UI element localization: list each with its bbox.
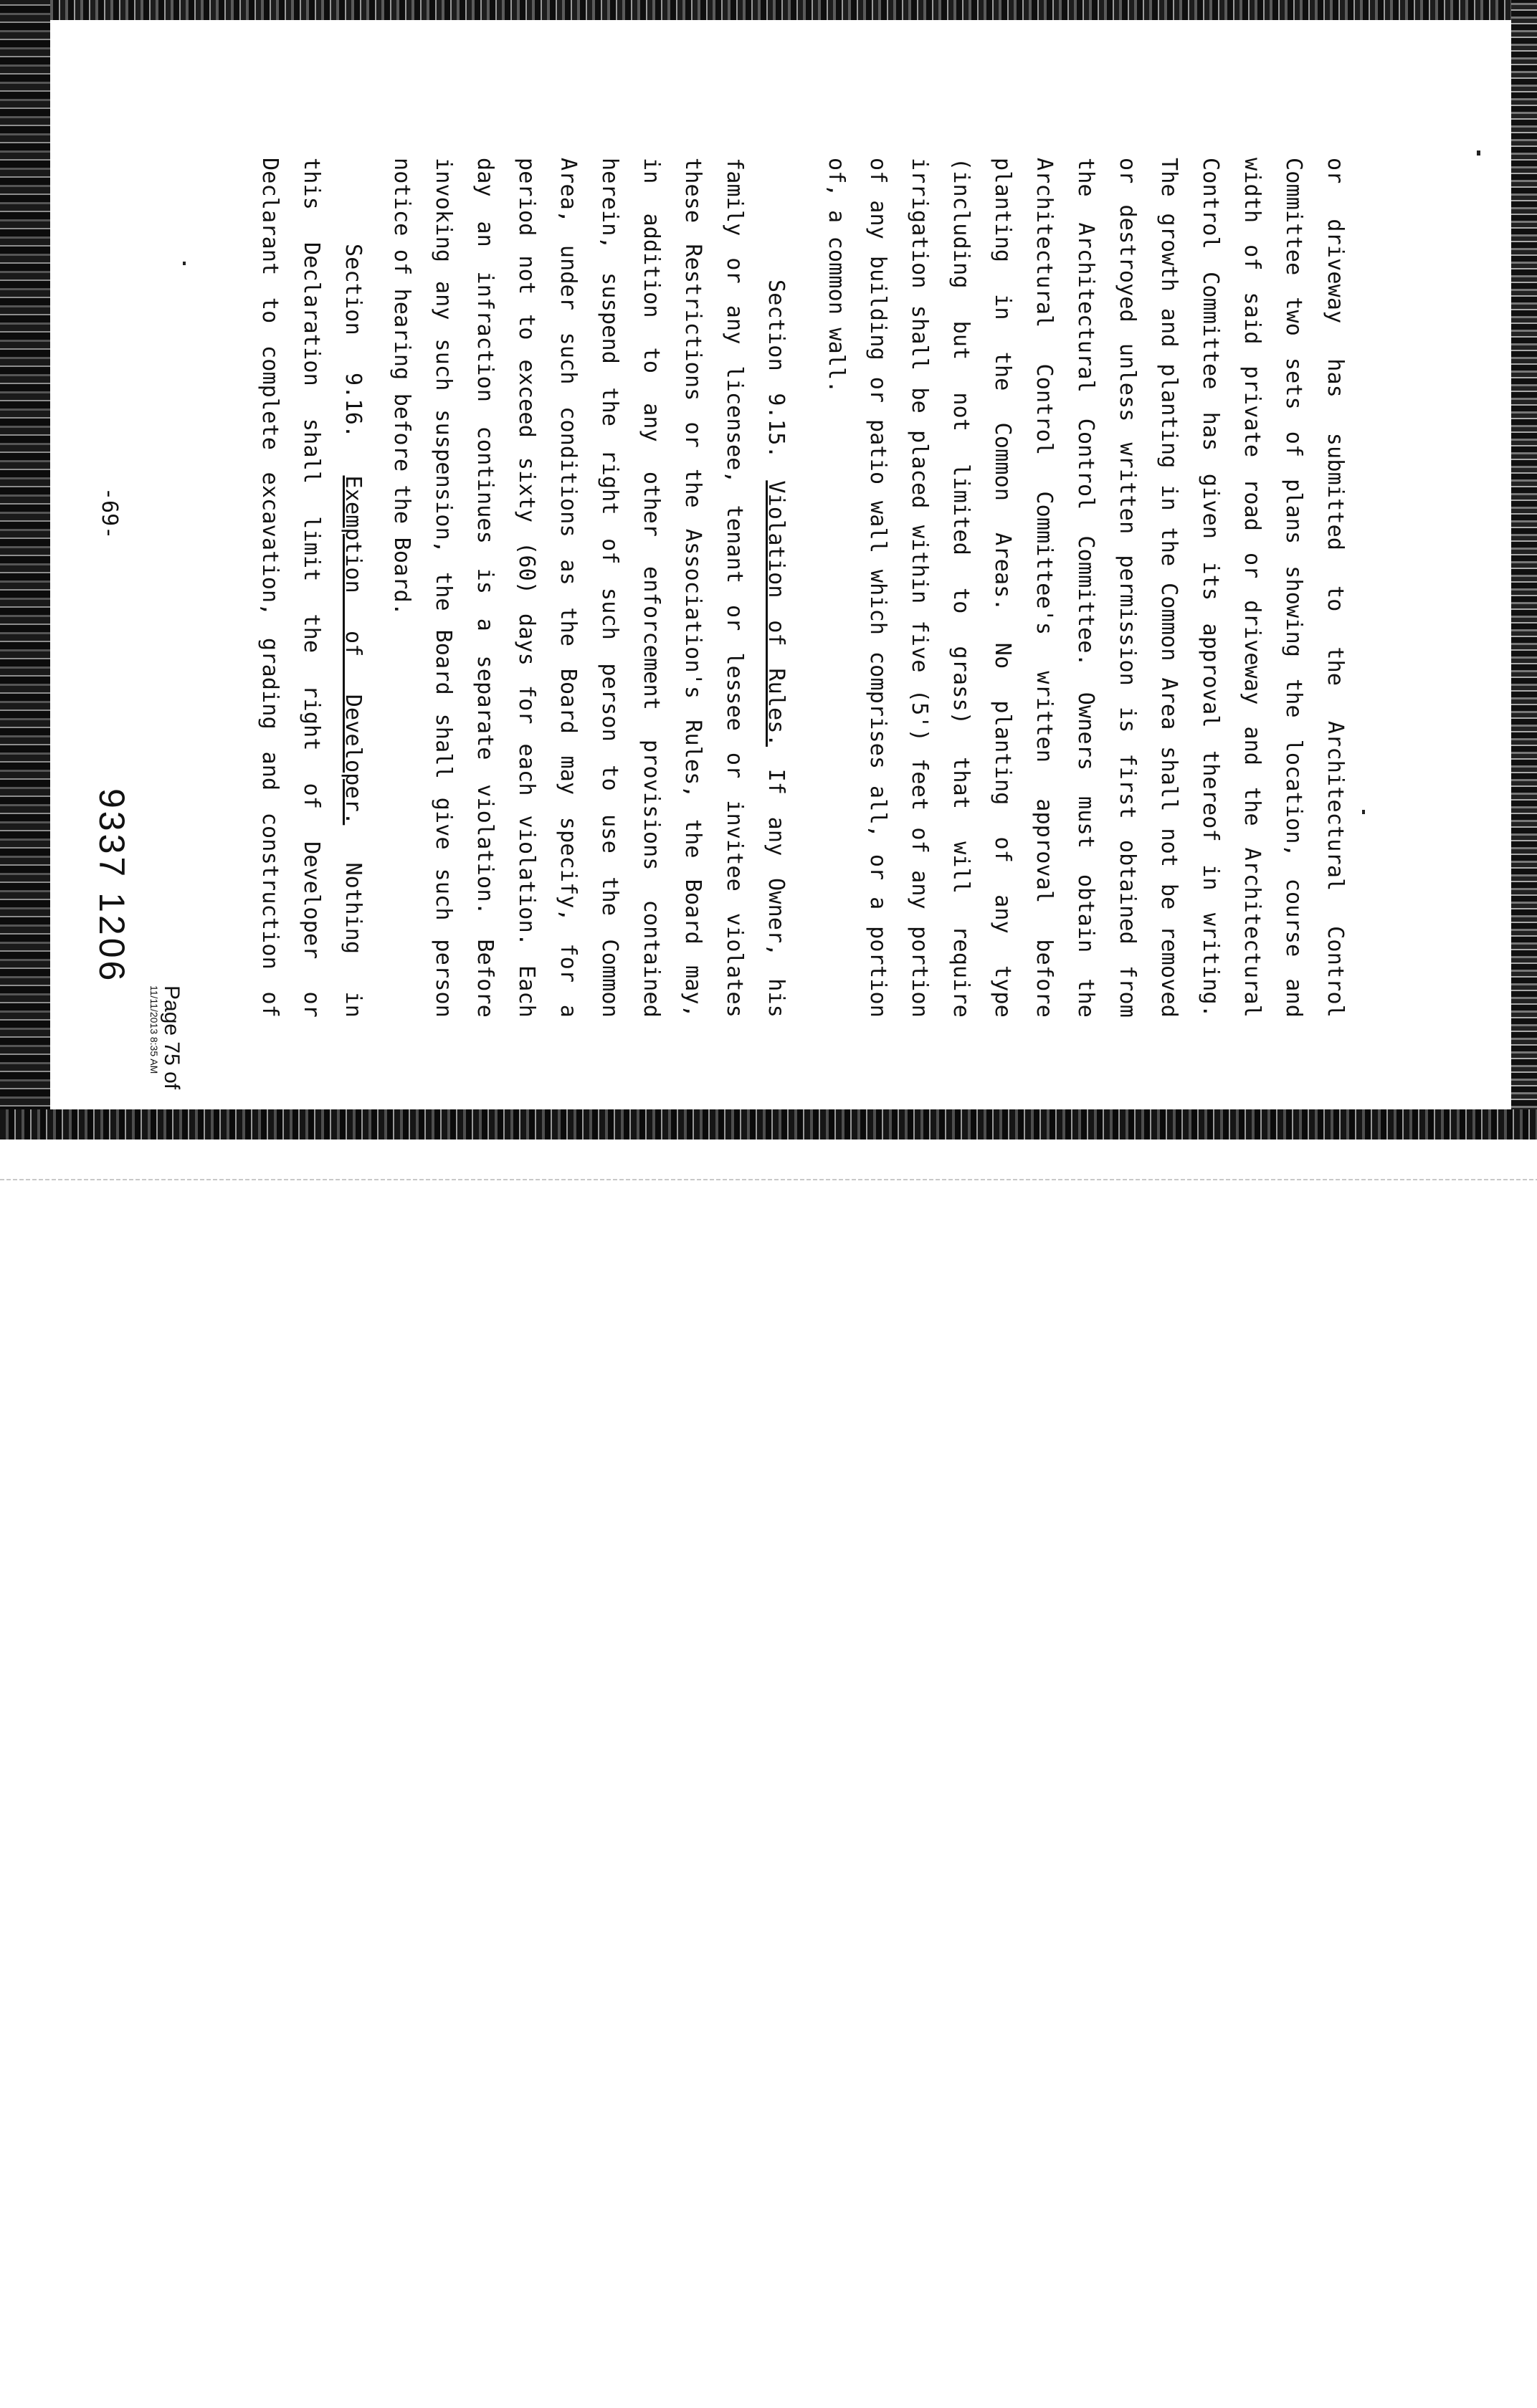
text-line: Committee two sets of plans showing the location, course and	[1281, 158, 1306, 1018]
text-line: Area, under such conditions as the Board may specify, for a	[556, 158, 581, 1018]
scan-speck	[1477, 150, 1480, 156]
scan-border-bottom	[0, 1109, 1537, 1140]
scan-border-right	[1511, 0, 1537, 1140]
text-line: the Architectural Control Committee. Owners must obtain the	[1073, 158, 1098, 1018]
text-line: irrigation shall be placed within five (5') feet of any portion	[907, 158, 932, 1018]
recording-stamp	[125, 0, 184, 1090]
text-line: day an infraction continues is a separate violation. Before	[472, 158, 498, 1018]
section-heading: Violation of Rules.	[763, 480, 789, 747]
text-fragment: Nothing in	[341, 862, 366, 1018]
text-line: or destroyed unless written permission is first obtained from	[1115, 158, 1140, 1018]
text-line: this Declaration shall limit the right of Developer or	[299, 158, 324, 1018]
stamp-page: Page 75 of	[160, 985, 184, 1090]
book-page-number: 9337 1206	[92, 788, 132, 984]
text-line: of, a common wall.	[824, 158, 849, 393]
book-reference	[39, 158, 132, 1161]
section-heading: Exemption of Developer.	[341, 475, 366, 826]
text-line: invoking any such suspension, the Board shall give such person	[431, 158, 456, 1018]
text-line: Architectural Control Committee's written approval before	[1032, 158, 1057, 1018]
scan-border-top	[0, 0, 1537, 20]
section-9-15-heading-line	[750, 158, 789, 1018]
text-line: Declarant to complete excavation, grading and construction of	[257, 158, 282, 1018]
text-line: width of said private road or driveway and the Architectural	[1239, 158, 1265, 1018]
text-line: planting in the Common Areas. No planting of any type	[990, 158, 1015, 1018]
document-body	[229, 158, 1348, 1018]
text-line: family or any licensee, tenant or lessee or invitee violates	[722, 158, 747, 1018]
section-number: Section 9.15.	[763, 280, 789, 459]
text-line: or driveway has submitted to the Architectural Control	[1323, 158, 1348, 1018]
page-number: -69-	[97, 487, 122, 540]
stamp-datetime: 11/11/2013 8:35 AM	[148, 985, 160, 1074]
text-line: herein, suspend the right of such person to use the Common	[597, 158, 622, 1018]
scan-speck	[1362, 810, 1365, 814]
text-line: these Restrictions or the Association's Rules, the Board may,	[680, 158, 705, 1018]
section-9-16-heading-line	[327, 158, 366, 1018]
scanned-page	[0, 0, 1537, 1140]
section-number: Section 9.16.	[341, 244, 366, 439]
text-line: (including but not limited to grass) that will require	[948, 158, 974, 1018]
text-fragment: If any Owner, his	[763, 768, 789, 1018]
text-line: Control Committee has given its approval thereof in writing.	[1198, 158, 1223, 1018]
text-line: of any building or patio wall which comprises all, or a portion	[865, 158, 890, 1018]
text-line: The growth and planting in the Common Area shall not be removed	[1156, 158, 1181, 1018]
text-line: notice of hearing before the Board.	[389, 158, 414, 616]
scan-speck	[183, 262, 186, 265]
page-divider	[0, 1179, 1537, 1180]
text-line: period not to exceed sixty (60) days for each violation. Each	[514, 158, 539, 1018]
text-line: in addition to any other enforcement provisions contained	[639, 158, 664, 1018]
